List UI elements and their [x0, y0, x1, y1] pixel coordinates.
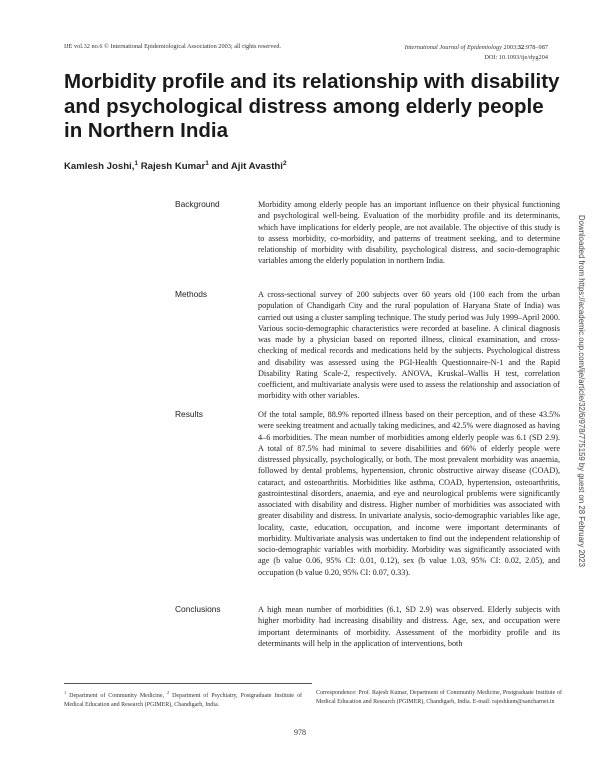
citation-volume: 32	[517, 44, 525, 51]
citation-line	[405, 43, 548, 53]
citation-year: 2003;	[501, 44, 518, 51]
section-text: Of the total sample, 88.9% reported illness based on their perception, and of these 43.5% were seeking treatment and actually taking medicines, and 42.5% were diagnosed as having 4–6 morbidities. The mean number of morbidities among elderly people was 6.1 (SD 2.9). A total of 87.5% had minimal to severe disabilities and 66% of elderly people were distressed physically, psychologically, or both. The most prevalent morbidity was anaemia, followed by dental problems, hypertension, chronic obstructive airway disease (COAD), cataract, and osteoarthritis. Morbidities like asthma, COAD, hypertension, osteoarthritis, gastrointestinal disorders, anaemia, and eye and neurological problems were significantly associated with disability and distress. Higher number of morbidities was associated with greater disability and distress. In univariate analysis, socio-demographic variables like age, locality, caste, education, occupation, and income were important determinants of morbidity. Multivariate analysis was undertaken to find out the independent relationship of socio-demographic variables with morbidity. Morbidity was significantly associated with age (b value 0.06, 95% CI: 0.01, 0.12), sex (b value 1.03, 95% CI: 0.02, 2.05), and occupation (b value 0.20, 95% CI: 0.07, 0.33).	[258, 410, 560, 577]
author-name: Kamlesh Joshi,	[64, 161, 135, 173]
author-name: and Ajit Avasthi	[211, 161, 283, 173]
download-watermark: Downloaded from https://academic.oup.com/ije/article/32/6/978/775159 by guest on 28 February 2023	[577, 215, 586, 567]
doi: DOI: 10.1093/ije/dyg204	[484, 54, 548, 61]
footnote-divider	[64, 683, 312, 684]
correspondence-footnote: Correspondence: Prof. Rajesh Kumar, Department of Community Medicine, Postgraduate Institute of Medical Education and Research (PGIMER), Chandigarh, India. E-mail: rajeshkum@sancharnet.in	[316, 690, 562, 705]
affiliation-marker: 1	[205, 160, 209, 167]
journal-name: International Journal of Epidemiology	[404, 44, 502, 51]
page-number: 978	[294, 728, 306, 737]
affiliation-1: Department of Community Medicine,	[66, 693, 167, 699]
affiliation-marker: 1	[134, 160, 139, 167]
section-text: Morbidity among elderly people has an important influence on their physical functioning and psychological well-being. Evaluation of the morbidity profile and its determinants, which have implications for elderly people, are not available. The objective of this study is to assess morbidity, co-morbidity, and patterns of treatment seeking, and to determine relationship of morbidity with disability, psychological distress, and socio-demographic variables among the elderly population in northern India.	[258, 200, 560, 266]
section-label: Conclusions	[175, 604, 221, 614]
affiliation-2: Department of Psychiatry, Postgraduate Institute of Medical Education and Research (PGIMER), Chandigarh, India.	[64, 693, 302, 708]
section-text: A cross-sectional survey of 200 subjects over 60 years old (100 each from the urban population of Chandigarh City and the rural population of Haryana State of India) was carried out using a cluster sampling technique. The study period was July 1999–April 2000. Various socio-demographic characteristics were recorded at baseline. A clinical diagnosis was made by a physician based on reported illness, clinical examination, and cross-checking of medical records and medications held by the subjects. Psychological distress and disability was assessed using the PGI-Health Questionnaire-N-1 and the Rapid Disability Rating Scale-2, respectively. ANOVA, Kruskal–Wallis H test, correlation coefficient, and multivariate analysis were used to assess the relationship and association of morbidity with other variables.	[258, 290, 560, 401]
running-header-right	[405, 43, 548, 63]
section-label: Background	[175, 199, 220, 209]
affiliation-marker: 2	[166, 690, 170, 695]
affiliation-marker: 2	[282, 160, 287, 167]
affiliation-marker: 1	[64, 690, 67, 695]
section-label: Methods	[175, 289, 208, 299]
author-list	[64, 160, 287, 172]
affiliations-footnote	[64, 689, 302, 709]
author-name: Rajesh Kumar	[140, 161, 206, 173]
article-title: Morbidity profile and its relationship with disability and psychological distress among elderly people in Northern India	[64, 70, 560, 142]
running-header-left: IJE vol.32 no.6 © International Epidemiological Association 2003; all rights reserved.	[64, 43, 281, 50]
section-label: Results	[175, 409, 203, 419]
section-text: A high mean number of morbidities (6.1, SD 2.9) was observed. Elderly subjects with higher morbidity had increasing disability and distress. Age, sex, and occupation were important determinants of morbidity. Assessment of the morbidity profile and its determinants will help in the application of interventions, both	[258, 605, 560, 648]
citation-pages: :978–987	[524, 44, 548, 51]
